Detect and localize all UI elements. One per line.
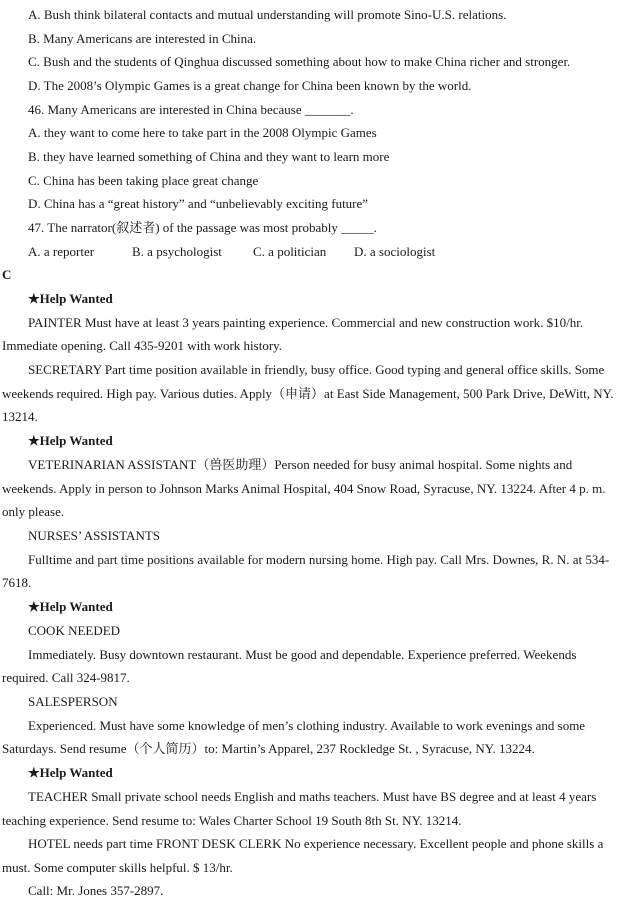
help-wanted-heading: ★Help Wanted: [28, 291, 113, 306]
q45-option-d: D. The 2008’s Olympic Games is a great change for China been known by the world.: [28, 78, 472, 93]
secretary-ad-line-2: weekends required. High pay. Various duties. Apply（申请）at East Side Management, 500 Park Drive, DeWitt, NY.: [2, 386, 614, 401]
teacher-ad-line-1: TEACHER Small private school needs English and maths teachers. Must have BS degree and at least 4 years: [28, 789, 597, 804]
hotel-ad-line-1: HOTEL needs part time FRONT DESK CLERK No experience necessary. Excellent people and phone skills a: [28, 836, 604, 851]
q47-options: [0, 244, 641, 260]
vet-ad-line-3: only please.: [2, 504, 65, 519]
q45-option-a: A. Bush think bilateral contacts and mutual understanding will promote Sino-U.S. relations.: [28, 7, 507, 22]
nurses-ad-title: NURSES’ ASSISTANTS: [28, 528, 160, 543]
vet-ad-line-1: VETERINARIAN ASSISTANT（兽医助理）Person needed for busy animal hospital. Some nights and: [28, 457, 573, 472]
sales-ad-title: SALESPERSON: [28, 694, 118, 709]
q47-option-a: A. a reporter: [28, 244, 95, 259]
vet-ad-line-2: weekends. Apply in person to Johnson Marks Animal Hospital, 404 Snow Road, Syracuse, NY. 13224. After 4 p. m.: [2, 481, 606, 496]
secretary-ad-line-1: SECRETARY Part time position available in friendly, busy office. Good typing and general office skills. Some: [28, 362, 605, 377]
sales-ad-line-1: Experienced. Must have some knowledge of men’s clothing industry. Available to work evenings and some: [28, 718, 586, 733]
hotel-ad-call: Call: Mr. Jones 357-2897.: [28, 883, 164, 898]
q45-option-b: B. Many Americans are interested in China.: [28, 31, 257, 46]
q47-option-b: B. a psychologist: [132, 244, 222, 259]
nurses-ad-line-1: Fulltime and part time positions available for modern nursing home. High pay. Call Mrs. Downes, R. N. at 534-: [28, 552, 610, 567]
q47-option-d: D. a sociologist: [354, 244, 436, 259]
q45-option-c: C. Bush and the students of Qinghua discussed something about how to make China richer and stronger.: [28, 54, 571, 69]
painter-ad-line-1: PAINTER Must have at least 3 years painting experience. Commercial and new construction work. $10/hr.: [28, 315, 584, 330]
q47-stem: 47. The narrator(叙述者) of the passage was most probably _____.: [28, 220, 377, 235]
q46-option-d: D. China has a “great history” and “unbelievably exciting future”: [28, 196, 369, 211]
hotel-ad-line-2: must. Some computer skills helpful. $ 13/hr.: [2, 860, 233, 875]
teacher-ad-line-2: teaching experience. Send resume to: Wales Charter School 19 South 8th St. NY. 13214.: [2, 813, 462, 828]
cook-ad-line-1: Immediately. Busy downtown restaurant. Must be good and dependable. Experience preferred. Weekends: [28, 647, 577, 662]
q46-option-c: C. China has been taking place great change: [28, 173, 259, 188]
cook-ad-line-2: required. Call 324-9817.: [2, 670, 130, 685]
q47-option-c: C. a politician: [253, 244, 327, 259]
help-wanted-heading: ★Help Wanted: [28, 599, 113, 614]
cook-ad-title: COOK NEEDED: [28, 623, 121, 638]
help-wanted-heading: ★Help Wanted: [28, 765, 113, 780]
section-c-label: C: [2, 267, 12, 282]
q46-stem: 46. Many Americans are interested in China because _______.: [28, 102, 354, 117]
secretary-ad-line-3: 13214.: [2, 409, 38, 424]
q46-option-b: B. they have learned something of China and they want to learn more: [28, 149, 390, 164]
help-wanted-heading: ★Help Wanted: [28, 433, 113, 448]
nurses-ad-line-2: 7618.: [2, 575, 32, 590]
sales-ad-line-2: Saturdays. Send resume（个人简历）to: Martin’s Apparel, 237 Rockledge St. , Syracuse, NY. 13224.: [2, 741, 535, 756]
painter-ad-line-2: Immediate opening. Call 435-9201 with work history.: [2, 338, 283, 353]
q46-option-a: A. they want to come here to take part in the 2008 Olympic Games: [28, 125, 377, 140]
